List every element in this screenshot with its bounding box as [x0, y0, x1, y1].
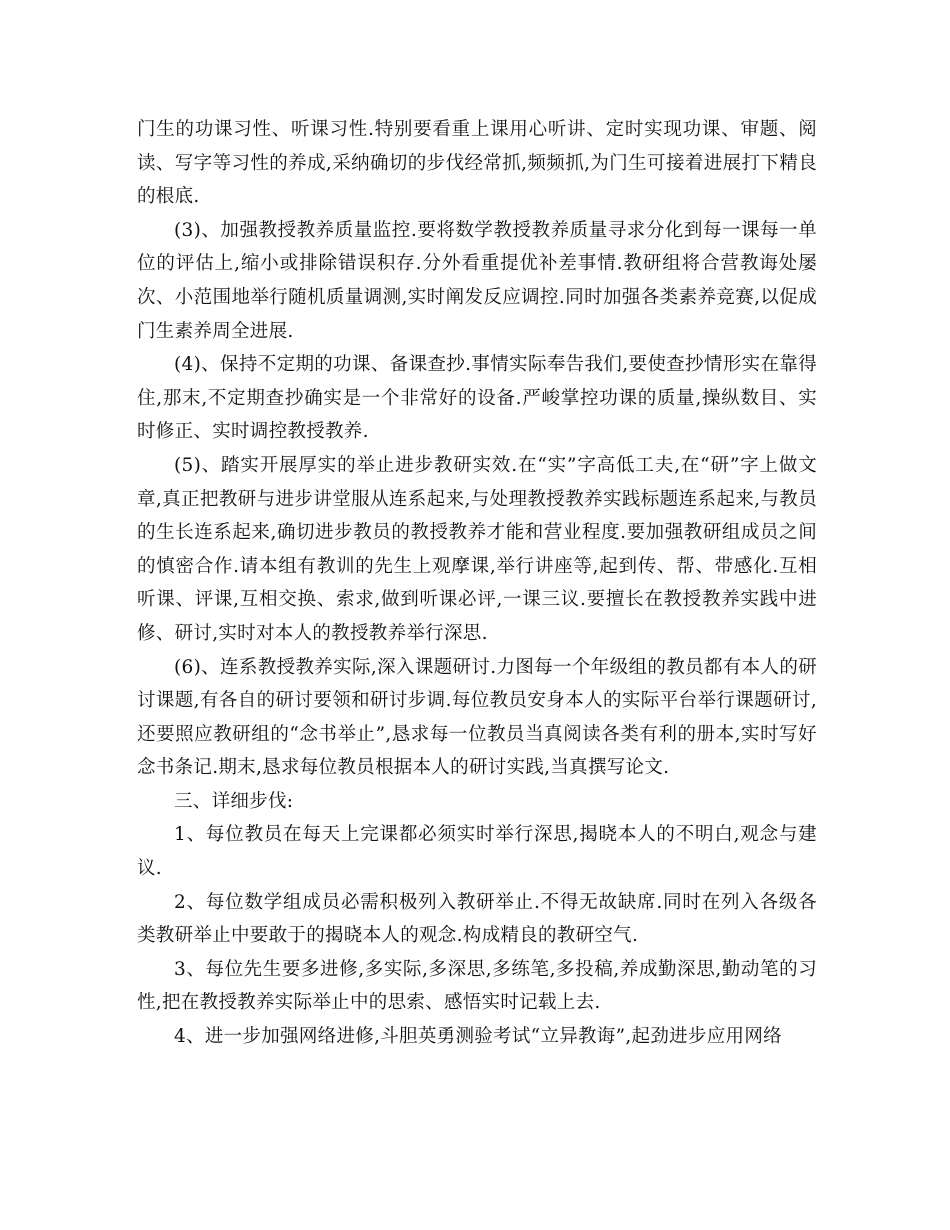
- paragraph-topic-research: (6)、连系教授教养实际,深入课题研讨.力图每一个年级组的教员都有本人的研讨课题,有各自的研讨要领和研讨步调.每位教员安身本人的实际平台举行课题研讨,还要照应教研组的“念书举止”,恳求每一位教员当真阅读各类有利的册本,实时写好念书条记.期末,恳求每位教员根据本人的研讨实践,当真撰写论文.: [137, 656, 817, 779]
- body-text: [137, 113, 817, 1054]
- paragraph-homework-inspection: (4)、保持不定期的功课、备课查抄.事情实际奉告我们,要使查抄情形实在靠得住,那末,不定期查抄确实是一个非常好的设备.严峻掌控功课的质量,操纵数目、实时修正、实时调控教授教养.: [137, 354, 817, 443]
- paragraph-teaching-research: (5)、踏实开展厚实的举止进步教研实效.在“实”字高低工夫,在“研”字上做文章,真正把教研与进步讲堂服从连系起来,与处理教授教养实践标题连系起来,与教员的生长连系起来,确切进步教员的教授教养才能和营业程度.要加强教研组成员之间的慎密合作.请本组有教训的先生上观摩课,举行讲座等,起到传、帮、带感化.互相听课、评课,互相交换、索求,做到听课必评,一课三议.要擅长在教授教养实践中进修、研讨,实时对本人的教授教养举行深思.: [137, 454, 817, 644]
- list-item-4: 4、进一步加强网络进修,斗胆英勇测验考试“立异教诲”,起劲进步应用网络: [174, 1026, 782, 1048]
- list-item-1: 1、每位教员在每天上完课都必须实时举行深思,揭晓本人的不明白,观念与建议.: [137, 824, 817, 880]
- paragraph-study-habits: 门生的功课习性、听课习性.特别要看重上课用心听讲、定时实现功课、审题、阅读、写字等习性的养成,采纳确切的步伐经常抓,频频抓,为门生可接着进展打下精良的根底.: [137, 119, 817, 208]
- paragraph-quality-monitoring: (3)、加强教授教养质量监控.要将数学教授教养质量寻求分化到每一课每一单位的评估上,缩小或排除错误积存.分外看重提优补差事情.教研组将合营教诲处屡次、小范围地举行随机质量调测,实时阐发反应调控.同时加强各类素养竞赛,以促成门生素养周全进展.: [137, 219, 817, 342]
- list-item-3: 3、每位先生要多进修,多实际,多深思,多练笔,多投稿,养成勤深思,勤动笔的习性,把在教授教养实际举止中的思索、感悟实时记载上去.: [137, 958, 817, 1014]
- section-heading-measures: 三、详细步伐:: [174, 790, 294, 812]
- list-item-2: 2、每位数学组成员必需积极列入教研举止.不得无故缺席.同时在列入各级各类教研举止中要敢于的揭晓本人的观念.构成精良的教研空气.: [137, 891, 817, 947]
